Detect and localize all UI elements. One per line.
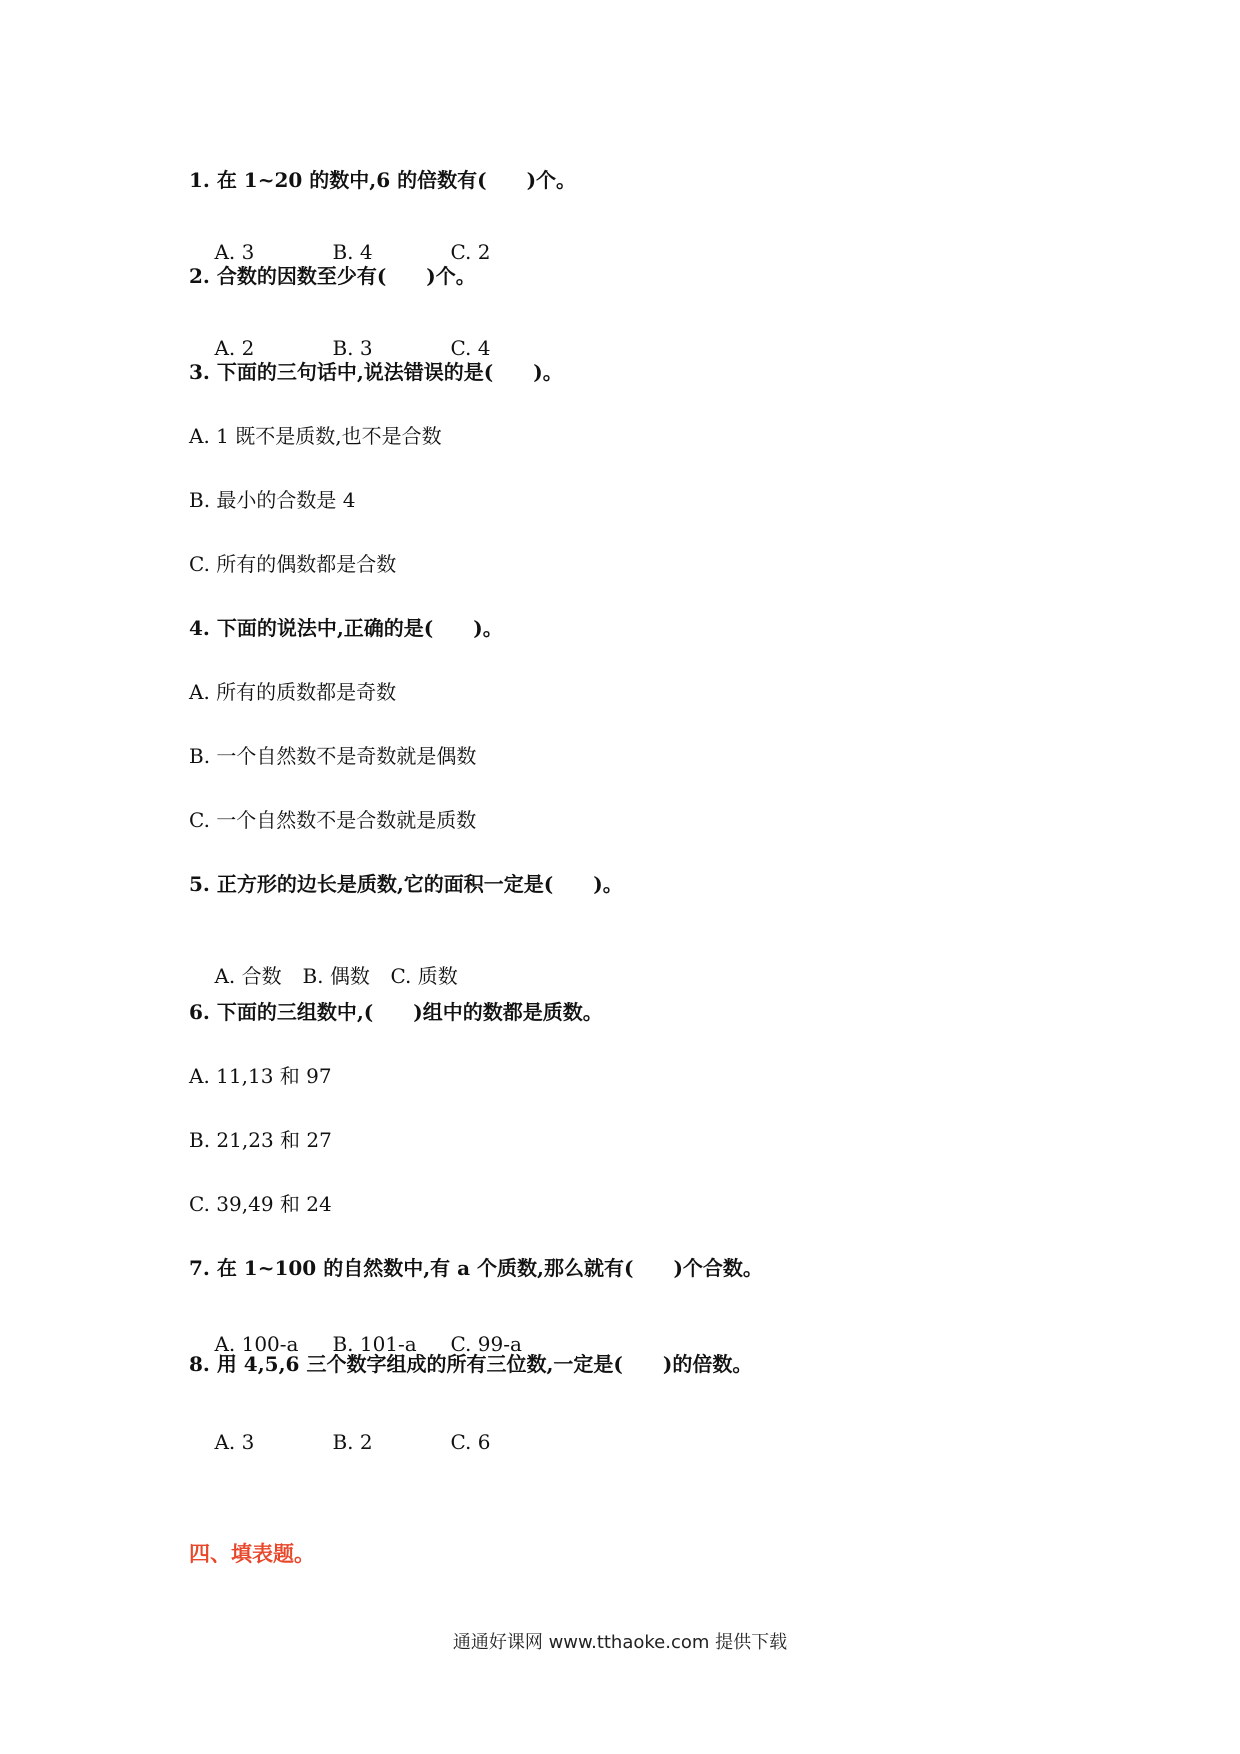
question-8-option-b: B. 2 xyxy=(332,1430,373,1454)
question-6-option-a: A. 11,13 和 97 xyxy=(189,1064,332,1088)
question-4-option-c: C. 一个自然数不是合数就是质数 xyxy=(189,808,477,832)
question-7-option-a: A. 100-a xyxy=(214,1332,299,1356)
question-8-stem: 8. 用 4,5,6 三个数字组成的所有三位数,一定是( )的倍数。 xyxy=(189,1352,753,1376)
question-8-option-c: C. 6 xyxy=(450,1430,491,1454)
question-3-option-a: A. 1 既不是质数,也不是合数 xyxy=(189,424,442,448)
question-3-option-c: C. 所有的偶数都是合数 xyxy=(189,552,397,576)
question-7-stem: 7. 在 1~100 的自然数中,有 a 个质数,那么就有( )个合数。 xyxy=(189,1256,763,1280)
section-heading: 四、填表题。 xyxy=(189,1542,315,1566)
question-5-option-b: B. 偶数 xyxy=(302,964,370,988)
question-1-option-a: A. 3 xyxy=(214,240,255,264)
question-1-option-b: B. 4 xyxy=(332,240,373,264)
question-7-option-c: C. 99-a xyxy=(450,1332,522,1356)
question-5-option-c: C. 质数 xyxy=(390,964,458,988)
question-4-stem: 4. 下面的说法中,正确的是( )。 xyxy=(189,616,503,640)
question-5-stem: 5. 正方形的边长是质数,它的面积一定是( )。 xyxy=(189,872,623,896)
question-3-option-b: B. 最小的合数是 4 xyxy=(189,488,356,512)
question-3-stem: 3. 下面的三句话中,说法错误的是( )。 xyxy=(189,360,563,384)
question-8-options xyxy=(189,1400,490,1484)
question-2-option-a: A. 2 xyxy=(214,336,255,360)
question-6-option-b: B. 21,23 和 27 xyxy=(189,1128,332,1152)
question-6-option-c: C. 39,49 和 24 xyxy=(189,1192,332,1216)
question-4-option-a: A. 所有的质数都是奇数 xyxy=(189,680,397,704)
question-8-option-a: A. 3 xyxy=(214,1430,255,1454)
question-1-stem: 1. 在 1~20 的数中,6 的倍数有( )个。 xyxy=(189,168,577,192)
question-1-option-c: C. 2 xyxy=(450,240,491,264)
question-2-option-b: B. 3 xyxy=(332,336,373,360)
question-2-stem: 2. 合数的因数至少有( )个。 xyxy=(189,264,476,288)
question-5-option-a: A. 合数 xyxy=(214,964,282,988)
question-7-option-b: B. 101-a xyxy=(332,1332,417,1356)
question-2-option-c: C. 4 xyxy=(450,336,491,360)
page-footer: 通通好课网 www.tthaoke.com 提供下载 xyxy=(452,1632,788,1653)
question-4-option-b: B. 一个自然数不是奇数就是偶数 xyxy=(189,744,477,768)
question-6-stem: 6. 下面的三组数中,( )组中的数都是质数。 xyxy=(189,1000,603,1024)
